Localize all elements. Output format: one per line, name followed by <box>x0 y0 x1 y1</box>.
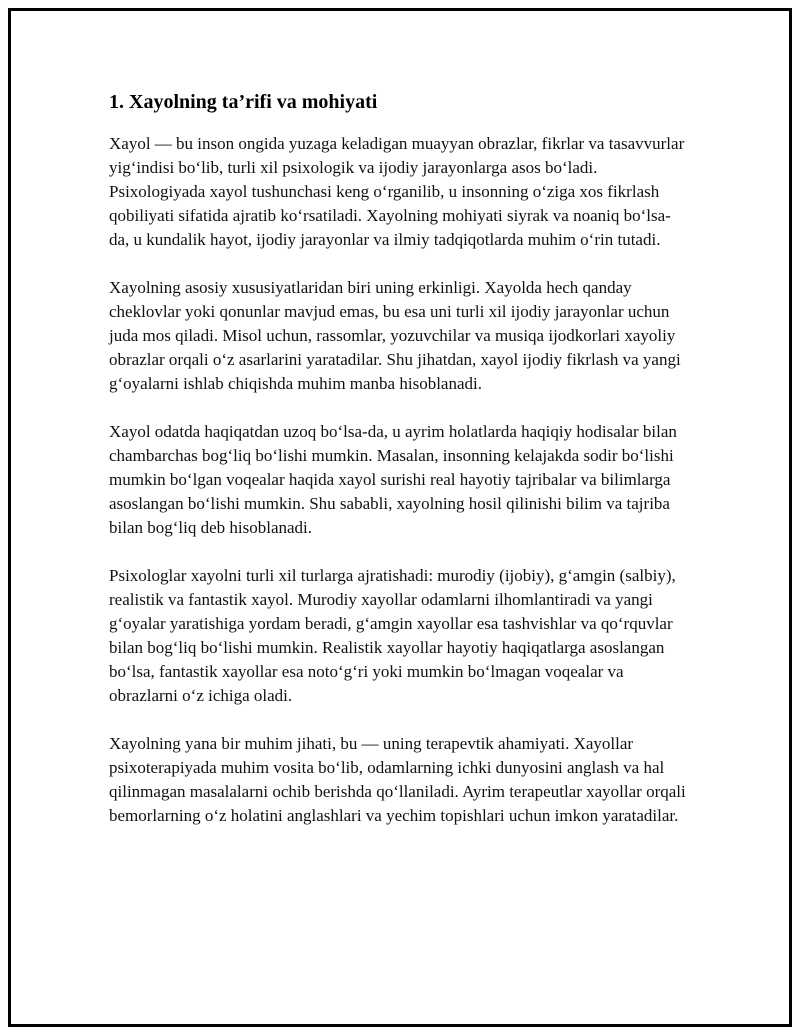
paragraph-1: Xayol — bu inson ongida yuzaga keladigan muayyan obrazlar, fikrlar va tasavvurlar yig‘indisi bo‘lib, turli xil psixologik va ijodiy jarayonlarga asos bo‘ladi. Psixologiyada xayol tushunchasi keng o‘rganilib, u insonning o‘ziga xos fikrlash qobiliyati sifatida ajratib ko‘rsatiladi. Xayolning mohiyati siyrak va noaniq bo‘lsa-da, u kundalik hayot, ijodiy jarayonlar va ilmiy tadqiqotlarda muhim o‘rin tutadi. <box>109 134 685 249</box>
paragraph-2: Xayolning asosiy xususiyatlaridan biri uning erkinligi. Xayolda hech qanday cheklovlar yoki qonunlar mavjud emas, bu esa uni turli xil ijodiy jarayonlar uchun juda mos qiladi. Misol uchun, rassomlar, yozuvchilar va musiqa ijodkorlari xayoliy obrazlar orqali o‘z asarlarini yaratadilar. Shu jihatdan, xayol ijodiy fikrlash va yangi g‘oyalarni ishlab chiqishda muhim manba hisoblanadi. <box>109 278 681 393</box>
paragraph-3: Xayol odatda haqiqatdan uzoq bo‘lsa-da, u ayrim holatlarda haqiqiy hodisalar bilan chambarchas bog‘liq bo‘lishi mumkin. Masalan, insonning kelajakda sodir bo‘lishi mumkin bo‘lgan voqealar haqida xayol surishi real hayotiy tajribalar va bilimlarga asoslangan bo‘lishi mumkin. Shu sababli, xayolning hosil qilinishi bilim va tajriba bilan bog‘liq deb hisoblanadi. <box>109 422 677 537</box>
paragraph-4: Psixologlar xayolni turli xil turlarga ajratishadi: murodiy (ijobiy), g‘amgin (salbiy), realistik va fantastik xayol. Murodiy xayollar odamlarni ilhomlantiradi va yangi g‘oyalar yaratishiga yordam beradi, g‘amgin xayollar esa tashvishlar va qo‘rquvlar bilan bog‘liq bo‘lishi mumkin. Realistik xayollar hayotiy haqiqatlarga asoslangan bo‘lsa, fantastik xayollar esa noto‘g‘ri yoki mumkin bo‘lmagan voqealar va obrazlarni o‘z ichiga oladi. <box>109 566 676 705</box>
section-heading: 1. Xayolning ta’rifi va mohiyati <box>109 91 378 113</box>
document-body <box>109 88 689 852</box>
paragraph-5: Xayolning yana bir muhim jihati, bu — uning terapevtik ahamiyati. Xayollar psixoterapiyada muhim vosita bo‘lib, odamlarning ichki dunyosini anglash va hal qilinmagan masalalarni ochib berishda qo‘llaniladi. Ayrim terapeutlar xayollar orqali bemorlarning o‘z holatini anglashlari va yechim topishlari uchun imkon yaratadilar. <box>109 734 686 825</box>
